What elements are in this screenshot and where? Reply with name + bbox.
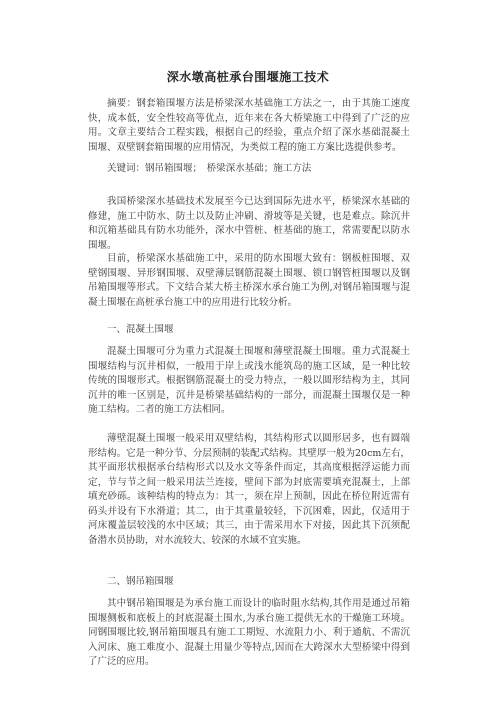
keywords-line: 关键词：钢吊箱围堰； 桥梁深水基础；施工方法 <box>107 163 312 174</box>
intro-paragraph: 我国桥梁深水基础技术发展至今已达到国际先进水平，桥梁深水基础的修建，施工中防水、防土以及防止冲刷、滑坡等是关键，也是难点。除沉井和沉箱基础具有防水功能外，深水中管桩、桩基础的施工，常需要配以防水围堰。 <box>88 196 410 251</box>
paragraph-cofferdam-types: 目前，桥梁深水基础施工中，采用的防水围堰大致有：钢板桩围堰、双壁钢围堰、异形钢围堰、双壁薄层钢筋混凝土围堰、锁口钢管桩围堰以及钢吊箱围堰等形式。下文结合某大桥主桥深水承台施工为例,对钢吊箱围堰与混凝土围堰在高桩承台施工中的应用进行比较分析。 <box>88 253 410 308</box>
paragraph-thin-wall-concrete-cofferdam: 薄壁混凝土围堰一般采用双壁结构，其结构形式以圆形居多，也有圆端形结构。它是一种分节、分层预制的装配式结构。其壁厚一般为20cm左右，其平面形状根据承台结构形式以及水文等条件而定，其高度根据浮运能力而定，节与节之间一般采用法兰连接，壁间下部为封底需要填充混凝土，上部填充砂砾。该种结构的特点为：其一，须在岸上预制，因此在桥位附近需有码头并设有下水滑道；其二，由于其重量较轻，下沉困难，因此，仅适用于河床覆盖层较浅的水中区域；其三，由于需采用水下对接，因此其下沉须配备潜水员协助，对水流较大、较深的水域不宜实施。 <box>88 433 410 546</box>
section-heading-steel-boxed-cofferdam: 二、钢吊箱围堰 <box>107 576 174 587</box>
paragraph-gravity-concrete-cofferdam: 混凝土围堰可分为重力式混凝土围堰和薄壁混凝土围堰。重力式混凝土围堰结构与沉井相似，一般用于岸上或浅水能筑岛的施工区域，是一种比较传统的围堰形式。根据钢筋混凝土的受力特点，一般以圆形结构为主，其同沉井的唯一区别是，沉井是桥梁基础结构的一部分，而混凝土围堰仅是一种施工结构。二者的施工方法相同。 <box>88 346 410 415</box>
section-heading-concrete-cofferdam: 一、混凝土围堰 <box>107 324 174 335</box>
abstract-paragraph: 摘要：钢套箱围堰方法是桥梁深水基础施工方法之一，由于其施工速度快，成本低，安全性较高等优点，近年来在各大桥梁施工中得到了广泛的应用。文章主要结合工程实践，根据自己的经验，重点介绍了深水基础混凝土围堰、双壁钢套箱围堰的应用情况，为类似工程的施工方案比选提供参考。 <box>88 98 410 153</box>
paragraph-steel-boxed-cofferdam: 其中钢吊箱围堰是为承台施工而设计的临时阻水结构,其作用是通过吊箱围堰侧板和底板上的封底混凝土围水,为承台施工提供无水的干燥施工环境。同钢围堰比较,钢吊箱围堰具有施工工期短、水流阻力小、利于通航、不需沉入河床、施工难度小、混凝土用量少等特点,因而在大跨深水大型桥梁中得到了广泛的应用。 <box>88 598 410 667</box>
document-title: 深水墩高桩承台围堰施工技术 <box>166 70 330 84</box>
